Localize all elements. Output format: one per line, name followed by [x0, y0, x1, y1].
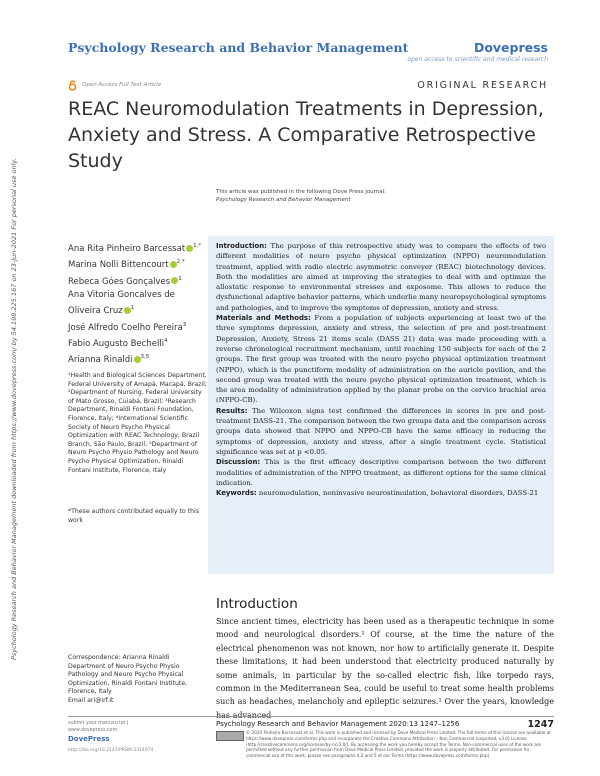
author-name-text: Fabio Augusto Bechelli [68, 338, 165, 349]
abstract-text: The Wilcoxon signs test confirmed the differences in scores in pre and post-treatment DASS-21. The comparison between the two groups data and the comparison across groups data showed that NPPO and NPPO-CB have the same efficacy in reducing the symptoms of depression, anxiety and stress, after a single treatment cycle. Statistical significance was set at p <0.05. [216, 406, 546, 456]
article-title: REAC Neuromodulation Treatments in Depression, Anxiety and Stress. A Comparative Retrospective Study [68, 98, 544, 172]
author-affiliation-marker: 1 [178, 275, 182, 282]
dovepress-footer-logo[interactable]: DovePress [68, 735, 110, 743]
correspondence-label: Correspondence: Arianna Rinaldi [68, 654, 170, 661]
submit-manuscript-link[interactable]: submit your manuscript | www.dovepress.com [68, 721, 129, 733]
abstract-section [216, 457, 546, 488]
abstract [216, 241, 546, 498]
author-name-text: Marina Nolli Bittencourt [68, 260, 169, 271]
equal-contribution-note: *These authors contributed equally to this work [68, 508, 199, 524]
abstract-heading: Introduction: [216, 242, 267, 250]
publication-note-line: This article was published in the following Dove Press journal: [216, 189, 386, 195]
author-name [68, 319, 208, 335]
footer-journal-citation: Psychology Research and Behavior Management 2020:13 1247–1256 [216, 720, 460, 728]
abstract-section [216, 313, 546, 406]
abstract-text: This is the first efficacy descriptive comparison between the two different modalities of administration of the NPPO treatment, as different options for the same clinical indication. [216, 458, 546, 487]
orcid-icon[interactable] [124, 307, 131, 314]
section-heading: Introduction [216, 596, 298, 612]
article-type: ORIGINAL RESEARCH [417, 80, 548, 91]
abstract-text: From a population of subjects experiencing at least two of the three symptoms depression, anxiety and stress, the selection of pre and post-treatment Depression, Anxiety, Stress 21 items scale (DASS 21) data was made proceeding with a reverse chronological recruitment mechanism, until reaching 150 subjects for each of the 2 groups. The first group was treated with the neuro psycho physical optimization treatment (NPPO), which is the punctiform modality of administration on the auricle pavilion, and the second group was treated with the neuro psycho physical optimization treatment, which is the area modality of administration applied by the planar probe on the cervico brachial area (NPPO-CB). [216, 314, 546, 405]
author-name-text: Rebeca Góes Gonçalves [68, 276, 171, 287]
open-access-label: Open Access Full Text Article [82, 82, 162, 88]
correspondence-email[interactable]: Email ari@irf.it [68, 696, 114, 704]
download-note: Psychology Research and Behavior Management downloaded from https://www.dovepress.com/ by 54.198.225.167 on 23-Jun-2021 For personal use only. [10, 158, 18, 660]
author-list [68, 240, 208, 368]
abstract-section [216, 406, 546, 457]
introduction-text: Since ancient times, electricity has been used as a therapeutic technique in some mood and neurological disorders.¹ Of course, at the time the nature of the electrical phenomenon was not known, nor how to artificially generate it. Despite these limitations, it had been understood that electricity produced naturally by some animals, in particular by the so-called electric fish, like torpedo rays, common in the Mediterranean Sea, could be useful to treat some health problems such as headaches, melancholy and epileptic seizures.¹ Over the years, knowledge [216, 617, 554, 707]
orcid-icon[interactable] [170, 261, 177, 268]
copyright-notice: © 2020 Pinheiro Barcessat et al. This work is published and licensed by Dove Medical Press Limited. The full terms of this license are available at https://www.dovepress.com/terms.php and incorporate the Creative Commons Attribution – Non Commercial (unported, v3.0) License (http://creativecommons.org/licenses/by-nc/3.0/). By accessing the work you hereby accept the Terms. Non-commercial uses of the work are permitted without any further permission from Dove Medical Press Limited, provided the work is properly attributed. For permission for commercial use of this work, please see paragraphs 4.2 and 5 of our Terms (https://www.dovepress.com/terms.php). [246, 730, 551, 759]
author-name [68, 335, 208, 351]
orcid-icon[interactable] [134, 356, 141, 363]
author-name [68, 351, 208, 367]
author-affiliation-marker: 4 [164, 338, 168, 345]
affiliations: ¹Health and Biological Sciences Department, Federal University of Amapá, Macapá, Brazil; ²Department of Nursing, Federal University of Mato Grosso, Cuiabá, Brazil; ³Research Department, Rinaldi Fontani Foundation, Florence, Italy; ⁴International Scientific Society of Neuro Psycho Physical Optimization with REAC Technology, Brazil Branch, São Paulo, Brazil; ⁵Department of Neuro Psycho Physio Pathology and Neuro Psycho Physical Optimization, Rinaldi Fontani Institute, Florence, Italy [68, 372, 207, 474]
correspondence-line: Optimization, Rinaldi Fontani Institute, [68, 679, 188, 687]
author-name [68, 273, 208, 289]
abstract-section [216, 241, 546, 313]
correspondence-line: Pathology and Neuro Psycho Physical [68, 671, 184, 679]
author-name [68, 256, 208, 272]
creative-commons-icon[interactable] [216, 731, 244, 741]
abstract-text: The purpose of this retrospective study was to compare the effects of two different modalities of neuro psycho physical optimization (NPPO) neuromodulation treatment, applied with radio electric asymmetric conveyer (REAC) biotechnology devices. Both the modalities are aimed at improving the strategies to deal with and optimize the allostatic response to environmental stresses and exposome. This allows to reduce the dysfunctional adaptive behavior patterns, which underlie many neuropsychological symptoms and pathologies, and to improve the symptoms of depression, anxiety and stress. [216, 242, 546, 312]
author-name-text: Ana Rita Pinheiro Barcessat [68, 243, 186, 254]
correspondence [68, 654, 208, 706]
publisher-tagline: open access to scientific and medical research [407, 56, 548, 63]
author-name-text: José Alfredo Coelho Pereira [68, 322, 183, 333]
author-name-text: Ana Vitoria Goncalves de Oliveira Cruz [68, 289, 175, 317]
abstract-heading: Keywords: [216, 489, 257, 498]
author-affiliation-marker: 3 [182, 321, 187, 328]
footer-divider [68, 716, 554, 717]
open-access-icon [68, 80, 77, 91]
abstract-heading: Materials and Methods: [216, 314, 311, 323]
doi-link[interactable]: http://doi.org/10.2147/PRBM.S314074 [68, 748, 154, 753]
abstract-heading: Results: [216, 406, 248, 415]
page-number: 1247 [527, 719, 554, 730]
abstract-section [216, 488, 546, 498]
correspondence-line: Florence, Italy [68, 688, 112, 696]
abstract-heading: Discussion: [216, 458, 261, 467]
author-affiliation-marker: 1,* [193, 243, 202, 249]
correspondence-line: Department of Neuro Psycho Physio [68, 662, 180, 670]
author-name [68, 289, 208, 319]
publication-journal[interactable]: Psychology Research and Behavior Management [216, 197, 351, 203]
publication-note [216, 188, 386, 204]
journal-title[interactable]: Psychology Research and Behavior Management [68, 40, 409, 55]
author-name [68, 240, 208, 256]
author-affiliation-marker: 3,5 [140, 354, 150, 361]
author-affiliation-marker: 1 [130, 305, 135, 312]
abstract-text: neuromodulation, noninvasive neurostimulation, behavioral disorders, DASS-21 [258, 489, 539, 498]
author-affiliation-marker: 2,* [176, 259, 185, 266]
publisher-logo[interactable]: Dovepress [473, 40, 548, 55]
author-name-text: Arianna Rinaldi [68, 355, 133, 366]
